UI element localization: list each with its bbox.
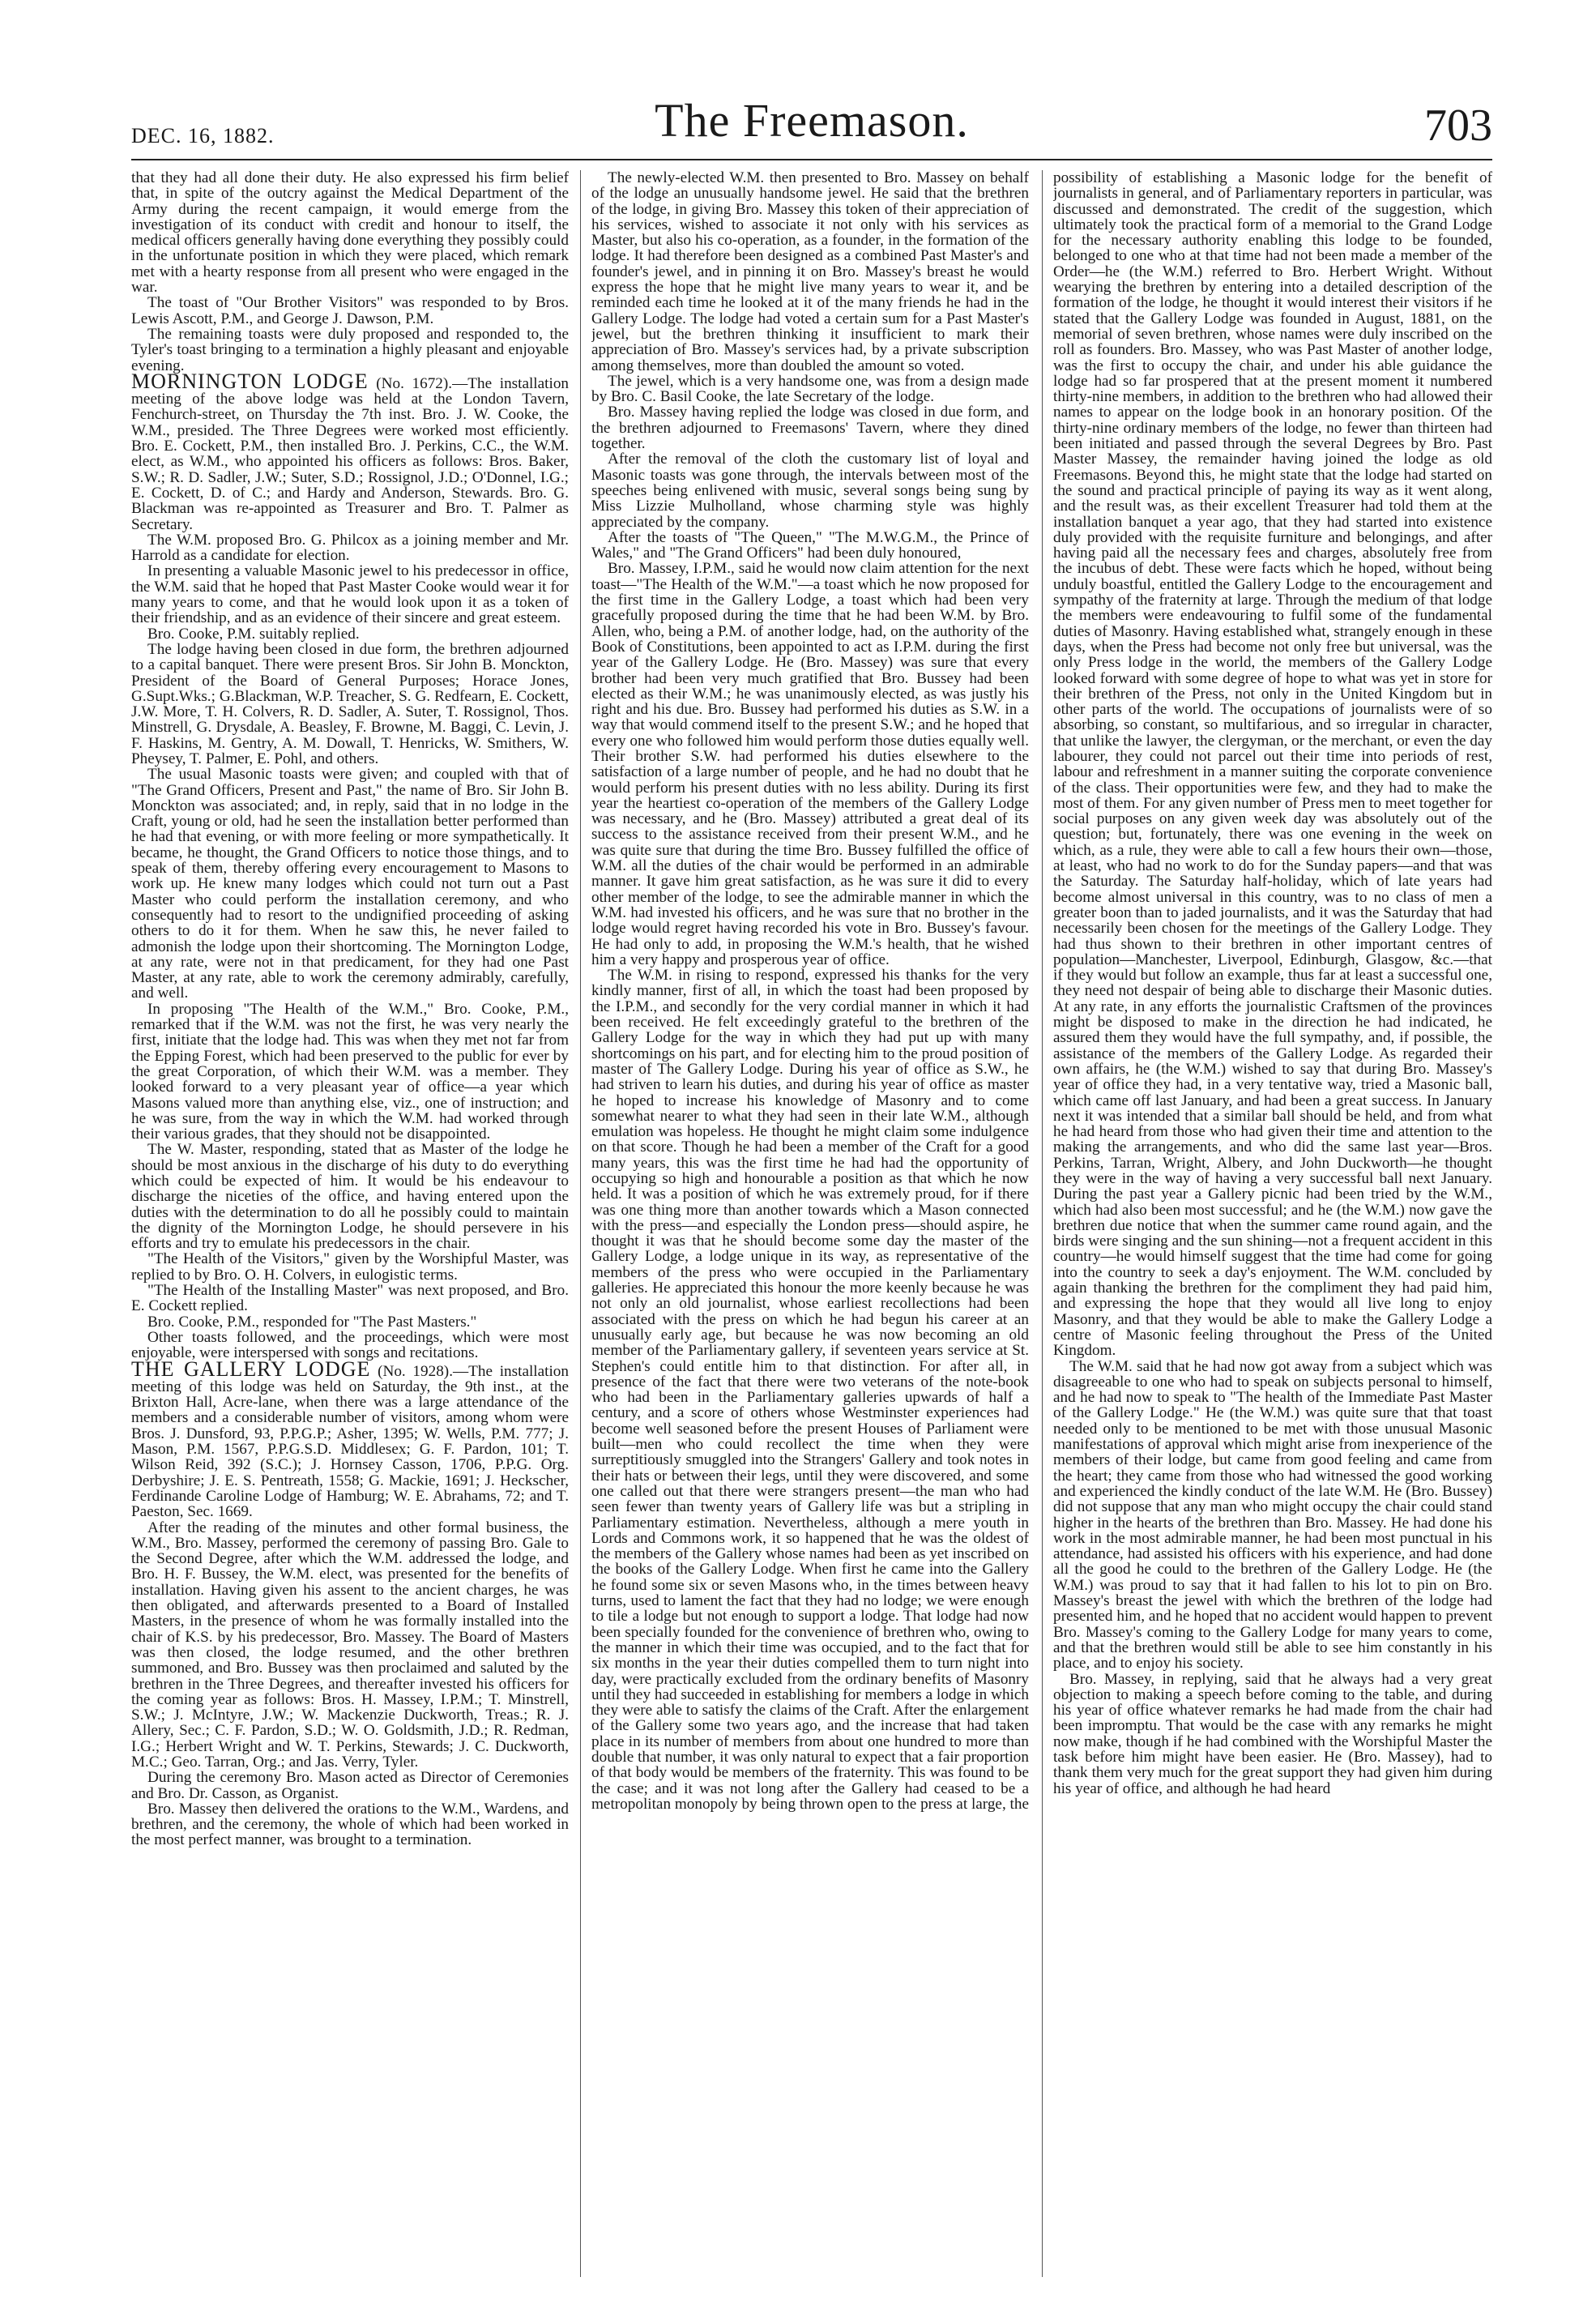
paragraph-text: In proposing "The Health of the W.M.," Bro. Cooke, P.M., remarked that if the W.M. was not the first, he was very nearly the first, initiate that the lodge had. This was when they met not far from the Epping Forest, which had been preserved to the public for ever by the great Corporation, of which their W.M. was a member. They looked forward to a very pleasant year of office—a year which Masons valued more than anything else, viz., one of instruction; and he was sure, from the way in which the W.M. had worked through their various grades, that they should not be disappointed. xyxy=(131,1000,569,1143)
paragraph-text: The lodge having been closed in due form, the brethren adjourned to a capital banquet. There were present Bros. Sir John B. Monckton, President of the Board of General Purposes; Horace Jones, G.Supt.Wks.; G.Blackman, W.P. Treacher, S. G. Redfearn, E. Cockett, J.W. More, T. H. Colvers, R. D. Sadler, A. Suter, T. Rossignol, Thos. Minstrell, G. Drysdale, A. Beasley, F. Browne, M. Baggi, C. Levin, J. F. Haskins, M. Gentry, A. M. Dowall, T. Henricks, W. Smithers, W. Pheysey, T. Palmer, E. Pohl, and others. xyxy=(131,640,569,767)
paragraph-text: Bro. Massey, in replying, said that he always had a very great objection to making a speech before coming to the table, and during his year of office whatever remarks he had made from the chair had been impromptu. That would be the case with any remarks he might now make, though if he had combined with the Worshipful Master the task before him might have been easier. He (Bro. Massey), had to thank them very much for the great support they had given him during his year of office, and although he had heard xyxy=(1053,1670,1492,1797)
paragraph-text: that they had all done their duty. He also expressed his firm belief that, in spite of the outcry against the Medical Department of the Army during the recent campaign, it would emerge from the investigation of its conduct with credit and honour to itself, the medical officers generally having done everything they possibly could in the unfortunate position in which they were placed, which remark met with a hearty response from all present who were engaged in the war. xyxy=(131,170,569,297)
lodge-report-paragraph xyxy=(131,1356,569,1521)
article-paragraph xyxy=(131,1520,569,1771)
paragraph-text: The newly-elected W.M. then presented to Bro. Massey on behalf of the lodge an unusually handsome jewel. He said that the brethren of the lodge, in giving Bro. Massey this token of their appreciation of his services, wished to associate it not only with his services as Master, but also his co-operation, as a founder, in the formation of the lodge. It had therefore been designed as a combined Past Master's and founder's jewel, and in pinning it on Bro. Massey's breast he would express the hope that he might live many years to wear it, and be reminded each time he looked at it of the many friends he had in the Gallery Lodge. The lodge had voted a certain sum for a Past Master's jewel, but the brethren thinking it insufficient to mark their appreciation of Bro. Massey's services had, by a private subscription among themselves, more than doubled the amount so voted. xyxy=(591,170,1029,374)
article-paragraph xyxy=(131,767,569,1001)
article-column-1 xyxy=(131,170,569,2285)
article-paragraph xyxy=(591,451,1029,529)
article-paragraph xyxy=(131,642,569,767)
article-paragraph xyxy=(591,374,1029,405)
paragraph-text: The usual Masonic toasts were given; and coupled with that of "The Grand Officers, Present and Past," the name of Bro. Sir John B. Monckton was associated; and, in reply, said that in no lodge in the Craft, young or old, had he seen the installation better performed than he had that evening, or with more feeling or more sympathetically. It became, he thought, the Grand Officers to notice those things, and to speak of them, thereby offering every encouragement to Masons to work up. He knew many lodges which could not turn out a Past Master who could perform the installation ceremony, and who consequently had to resort to the undignified proceeding of asking others to do it for them. When he saw this, he never failed to admonish the lodge upon their shortcoming. The Mornington Lodge, at any rate, were not in that predicament, for they had one Past Master, at any rate, able to work the ceremony admirably, carefully, and well. xyxy=(131,766,569,1002)
article-paragraph xyxy=(131,626,569,642)
article-paragraph xyxy=(131,295,569,327)
paragraph-text: After the toasts of "The Queen," "The M.W.G.M., the Prince of Wales," and "The Grand Officers" had been duly honoured, xyxy=(591,528,1029,562)
paragraph-text: During the ceremony Bro. Mason acted as Director of Ceremonies and Bro. Dr. Casson, as Organist. xyxy=(131,1769,569,1802)
page-header xyxy=(131,93,1492,158)
paragraph-text: Bro. Massey then delivered the orations to the W.M., Wardens, and brethren, and the ceremony, the whole of which had been worked in the most perfect manner, was brought to a termination. xyxy=(131,1800,569,1849)
lodge-report-paragraph xyxy=(131,369,569,533)
lodge-heading: MORNINGTON LODGE xyxy=(131,369,369,393)
article-paragraph xyxy=(591,561,1029,968)
article-paragraph xyxy=(131,1770,569,1801)
paragraph-text: The W. Master, responding, stated that as Master of the lodge he should be most anxious in the discharge of his duty to do everything which could be expected of him. It would be his endeavour to discharge the niceties of the office, and having entered upon the duties with the determination to do all he possibly could to maintain the dignity of the Mornington Lodge, he should persevere in his efforts and try to emulate his predecessors in the chair. xyxy=(131,1141,569,1253)
paragraph-text: Bro. Cooke, P.M. suitably replied. xyxy=(147,625,360,643)
paragraph-text: The W.M. in rising to respond, expressed his thanks for the very kindly manner, first of all, in which the toast had been proposed by the I.P.M., and secondly for the very cordial manner in which it had been received. He felt exceedingly grateful to the brethren of the Gallery Lodge for the way in which they had put up with many shortcomings on his part, and for electing him to the proud position of master of The Gallery Lodge. During his year of office as S.W., he had striven to learn his duties, and during his year of office as master he hoped to increase his knowledge of Masonry and to come somewhat nearer to what they had seen in their late W.M., although emulation was hopeless. He thought he might claim some indulgence on that score. Though he had been a member of the Craft for a good many years, this was the first time he had had the opportunity of occupying so high and honourable a position as that which he now held. It was a position of which he was extremely proud, for if there was one thing more than another towards which a Mason connected with the press—and especially the London press—should aspire, he thought it was that he should become some day the master of the Gallery Lodge, a lodge unique in its way, as representative of the members of the press who were occupied in the Parliamentary galleries. He appreciated this honour the more keenly because he was not only an old journalist, whose earliest recollections had been associated with the press on which he had begun his career at an unusually early age, but because he was now becoming an old member of the Parliamentary gallery, if seventeen years service at St. Stephen's could entitle him to that distinction. For after all, in presence of the fact that there were two veterans of the note-book who had been in the Parliamentary galleries upwards of half a century, and a score of others whose Westminster experiences had become well seasoned before the present Houses of Parliament were built—men who could recollect the time when they were surreptitiously smuggled into the Strangers' Gallery and took notes in their hats or between their legs, until they were discovered, and some one called out that there were strangers present—the man who had seen fewer than twenty years of Gallery life was but a stripling in Parliamentary estimation. Nevertheless, although a mere youth in Lords and Commons work, it so happened that he was the oldest of the members of the Gallery whose names had been as yet inscribed on the books of the Gallery Lodge. When first he came into the Gallery he found some six or seven Masons who, in the times between heavy turns, used to lament the fact that they had no lodge; we were enough to tile a lodge but not enough to support a lodge. That lodge had now been specially founded for the convenience of brethren who, owing to the manner in which their time was occupied, and to the fact that for six months in the year their duties compelled them to turn night into day, were practically excluded from the ordinary benefits of Masonry until they had succeeded in establishing for members a lodge in which they were able to satisfy the claims of the Craft. After the enlargement of the Gallery some two years ago, and the increase that had taken place in its number of members from about one hundred to more than double that number, it was only natural to expect that a fair proportion of that body would be members of the fraternity. This was found to be the case; and it was not long after the Gallery had ceased to be a metropolitan monopoly by being thrown open to the press at large, the xyxy=(591,967,1029,1813)
masthead-title: The Freemason. xyxy=(655,94,969,147)
article-paragraph xyxy=(591,404,1029,451)
paragraph-text: After the removal of the cloth the customary list of loyal and Masonic toasts was gone through, the intervals between most of the speeches being enlivened with music, several songs being sung by Miss Lizzie Mulholland, whose charming style was highly appreciated by the company. xyxy=(591,451,1029,531)
lodge-heading: THE GALLERY LODGE xyxy=(131,1356,371,1381)
paragraph-text: (No. 1928).—The installation meeting of this lodge was held on Saturday, the 9th inst., at the Brixton Hall, Acre-lane, when there was a large attendance of the members and a considerable number of visitors, among whom were Bros. J. Dunsford, 93, P.P.G.P.; Asher, 1395; W. Wells, P.M. 777; J. Mason, P.M. 1567, P.P.G.S.D. Middlesex; G. F. Pardon, 101; T. Wilson Reid, 392 (S.C.); J. Hornsey Casson, 1706, P.P.G. Org. Derbyshire; J. E. S. Pentreath, 1558; G. Mackie, 1691; J. Heckscher, Ferdinande Caroline Lodge of Hamburg; W. E. Abrahams, 72; and T. Paeston, Sec. 1669. xyxy=(131,1362,569,1521)
header-rule xyxy=(131,159,1492,160)
article-paragraph xyxy=(591,530,1029,562)
article-paragraph xyxy=(131,1314,569,1330)
article-column-3 xyxy=(1053,170,1492,2285)
paragraph-text: Bro. Massey, I.P.M., said he would now claim attention for the next toast—"The Health of the W.M."—a toast which he now proposed for the first time in the Gallery Lodge, a toast which had been very gracefully proposed during the time that he had been W.M. by Bro. Allen, who, being a P.M. of another lodge, had, on the authority of the Book of Constitutions, been appointed to act as I.P.M. during the first year of the Gallery Lodge. He (Bro. Massey) was sure that every brother had been very much gratified that Bro. Bussey had been elected as their W.M.; he was unanimously elected, as was justly his right and his due. Bro. Bussey had performed his duties as S.W. in a way that would commend itself to the present S.W.; and he hoped that every one who followed him would perform those duties equally well. Their brother S.W. had performed his duties elsewhere to the satisfaction of a large number of people, and he had no doubt that he would perform his present duties with no less ability. During its first year the heartiest co-operation of the members of the Gallery Lodge was necessary, and he (Bro. Massey) attributed a great deal of its success to the assistance received from their present W.M., and he was quite sure that during the time Bro. Bussey fulfilled the office of W.M. all the duties of the chair would be performed in an admirable manner. It gave him great satisfaction, as he was sure it did to every other member of the lodge, to see the admirable manner in which the W.M. had invested his officers, and he was sure that no brother in the lodge would regret having recorded his vote in Bro. Bussey's favour. He had only to add, in proposing the W.M.'s health, that he wished him a very happy and prosperous year of office. xyxy=(591,560,1029,968)
column-divider xyxy=(580,170,581,2277)
paragraph-text: The W.M. proposed Bro. G. Philcox as a joining member and Mr. Harrold as a candidate for election. xyxy=(131,531,569,565)
paragraph-text: "The Health of the Visitors," given by the Worshipful Master, was replied to by Bro. O. H. Colvers, in eulogistic terms. xyxy=(131,1250,569,1284)
paragraph-text: possibility of establishing a Masonic lodge for the benefit of journalists in general, and of Parliamentary reporters in particular, was discussed and demonstrated. The credit of the suggestion, which ultimately took the practical form of a memorial to the Grand Lodge for the necessary authority enabling this lodge to be founded, belonged to one who at that time had not been made a member of the Order—he (the W.M.) referred to Bro. Herbert Wright. Without wearying the brethren by entering into a detailed description of the formation of the lodge, he thought it would interest their visitors if he stated that the Gallery Lodge was founded in August, 1881, on the memorial of seven brethren, whose names were duly inscribed on the roll as founders. Bro. Massey, who was Past Master of another lodge, was the first to occupy the chair, and under his able guidance the lodge had so far prospered that at the present moment it numbered thirty-nine members, in addition to the brethren who had allowed their names to appear on the lodge book in an honorary position. Of the thirty-nine ordinary members of the lodge, no fewer than thirteen had been initiated and passed through the several Degrees by Bro. Past Master Massey, the remainder having joined the lodge as old Freemasons. Beyond this, he might state that the lodge had started on the sound and practical principle of paying its way as it went along, and the result was, as their excellent Treasurer had told them at the installation banquet a year ago, that they had started into existence duly provided with the requisite furniture and belongings, and after having paid all the necessary fees and charges, absolutely free from the incubus of debt. These were facts which he hoped, without being unduly boastful, entitled the Gallery Lodge to the encouragement and sympathy of the fraternity at large. Through the medium of that lodge the members were endeavouring to fulfil some of the fundamental duties of Masonry. Having established what, strangely enough in these days, when the Press had become not only free but universal, was the only Press lodge in the world, the members of the Gallery Lodge looked forward with some degree of hope to what was yet in store for their brethren of the Press, not only in the United Kingdom but in other parts of the world. The occupations of journalists were of so absorbing, so constant, so multifarious, and so irregular in character, that unlike the lawyer, the clergyman, or the merchant, or even the day labourer, they could not parcel out their time into periods of rest, labour and refreshment in a manner suiting the corporate convenience of the class. Their opportunities were few, and they had to make the most of them. For any given number of Press men to meet together for social purposes on any given week day was absolutely out of the question; but, fortunately, there was one evening in the week on which, as a rule, they were able to call a few hours their own—those, at least, who had no work to do for the Sunday papers—and that was the Saturday. The Saturday half-holiday, which of late years had become almost universal in this country, was to no class of men a greater boon than to jaded journalists, and it was the Saturday that had necessarily been chosen for the meetings of the Gallery Lodge. They had thus shown to their brethren in other important centres of population—Manchester, Liverpool, Edinburgh, Glasgow, &c.—that if they would but follow an example, thus far at least a successful one, they need not despair of being able to discharge their Masonic duties. At any rate, in any efforts the journalistic Craftsmen of the provinces might be disposed to make in the direction he had indicated, he assured them they would have the full sympathy, and, if possible, the assistance of the members of the Gallery Lodge. As regarded their own affairs, he (the W.M.) wished to say that during Bro. Massey's year of office they had, in a very tentative way, tried a Masonic ball, which came off last January, and had been a great success. In January next it was intended that a similar ball should be held, and from what he had heard from those who had given their time and attention to the making the arrangements, and who did the same last year—Bros. Perkins, Tarran, Wright, Albery, and John Duckworth—he thought they were in the way of having a very successful ball next January. During the past year a Gallery picnic had been tried by the W.M., which had also been most successful; and he (the W.M.) now gave the brethren due notice that when the summer came round again, and the birds were singing and the sun shining—not a frequent accident in this country—he would himself suggest that the time had come for going into the country to seek a day's enjoyment. The W.M. concluded by again thanking the brethren for the compliment they had paid him, and expressing the hope that they would all live long to enjoy Masonry, and that they would be able to make the Gallery Lodge a centre of Masonic feeling throughout the Press of the United Kingdom. xyxy=(1053,170,1492,1360)
paragraph-text: The W.M. said that he had now got away from a subject which was disagreeable to one who had to speak on subjects personal to himself, and he had now to speak to "The health of the Immediate Past Master of the Gallery Lodge." He (the W.M.) was quite sure that that toast needed only to be mentioned to be met with those unusual Masonic manifestations of approval which might arise from inexperience of the members of their lodge, but came from good feeling and came from the heart; they came from those who had witnessed the good working and experienced the kindly conduct of the late W.M. He (Bro. Bussey) did not suppose that any man who might occupy the chair could stand higher in the hearts of the brethren than Bro. Massey. He had done his work in the most admirable manner, he had been most punctual in his attendance, had assisted his officers with his experience, and had done all the good he could to the brethren of the Gallery Lodge. He (the W.M.) was proud to say that it had fallen to his lot to pin on Bro. Massey's breast the jewel with which the brethren of the lodge had presented him, and he hoped that no accident would happen to prevent Bro. Massey's coming to the Gallery Lodge for many years to come, and that the brethren would still be able to see him constantly in his place, and to enjoy his society. xyxy=(1053,1357,1492,1673)
article-paragraph xyxy=(1053,170,1492,1359)
article-paragraph xyxy=(131,1251,569,1283)
article-paragraph xyxy=(1053,1359,1492,1672)
issue-date: DEC. 16, 1882. xyxy=(131,124,275,147)
article-paragraph xyxy=(131,170,569,295)
paragraph-text: Other toasts followed, and the proceedings, which were most enjoyable, were interspersed with songs and recitations. xyxy=(131,1328,569,1362)
article-paragraph xyxy=(1053,1672,1492,1796)
paragraph-text: After the reading of the minutes and other formal business, the W.M., Bro. Massey, performed the ceremony of passing Bro. Gale to the Second Degree, after which the W.M. addressed the lodge, and Bro. H. F. Bussey, the W.M. elect, was presented for the benefits of installation. Having given his assent to the ancient charges, he was then obligated, and afterwards presented to a Board of Installed Masters, in the presence of whom he was formally installed into the chair of K.S. by his predecessor, Bro. Massey. The Board of Masters was then closed, the lodge resumed, and the other brethren summoned, and Bro. Bussey was then proclaimed and saluted by the brethren in the Three Degrees, and thereafter invested his officers for the coming year as follows: Bros. H. Massey, I.P.M.; T. Minstrell, S.W.; J. McIntyre, J.W.; W. Mackenzie Duckworth, Treas.; R. J. Allery, Sec.; C. F. Pardon, S.D.; W. O. Goldsmith, J.D.; R. Redman, I.G.; Herbert Wright and W. T. Perkins, Stewards; J. C. Duckworth, M.C.; Geo. Tarran, Org.; and Jas. Verry, Tyler. xyxy=(131,1519,569,1771)
article-paragraph xyxy=(591,968,1029,1812)
paragraph-text: In presenting a valuable Masonic jewel to his predecessor in office, the W.M. said that he hoped that Past Master Cooke would wear it for many years to come, and that he would look upon it as a token of their friendship, and as an evidence of their sincere and great esteem. xyxy=(131,562,569,627)
column-divider xyxy=(1042,170,1043,2277)
paragraph-text: "The Health of the Installing Master" was next proposed, and Bro. E. Cockett replied. xyxy=(131,1282,569,1315)
paragraph-text: The toast of "Our Brother Visitors" was responded to by Bros. Lewis Ascott, P.M., and George J. Dawson, P.M. xyxy=(131,294,569,327)
paragraph-text: The remaining toasts were duly proposed and responded to, the Tyler's toast bringing to a termination a highly pleasant and enjoyable evening. xyxy=(131,325,569,374)
paragraph-text: The jewel, which is a very handsome one, was from a design made by Bro. C. Basil Cooke, the late Secretary of the lodge. xyxy=(591,372,1029,406)
paragraph-text: Bro. Cooke, P.M., responded for "The Past Masters." xyxy=(147,1313,477,1331)
paragraph-text: Bro. Massey having replied the lodge was closed in due form, and the brethren adjourned to Freemasons' Tavern, where they dined together. xyxy=(591,404,1029,453)
article-paragraph xyxy=(131,1801,569,1848)
page-number: 703 xyxy=(1424,100,1492,151)
article-paragraph xyxy=(131,532,569,564)
article-column-2 xyxy=(591,170,1029,2285)
article-paragraph xyxy=(131,1142,569,1251)
article-paragraph xyxy=(131,327,569,374)
paragraph-text: (No. 1672).—The installation meeting of the above lodge was held at the London Tavern, Fenchurch-street, on Thursday the 7th inst. Bro. J. W. Cooke, the W.M., presided. The Three Degrees were worked most efficiently. Bro. E. Cockett, P.M., then installed Bro. J. Perkins, C.C., the W.M. elect, as W.M., who appointed his officers as follows: Bros. Baker, S.W.; R. D. Sadler, J.W.; Suter, S.D.; Rossignol, J.D.; O'Donnel, I.G.; E. Cockett, D. of C.; and Hardy and Anderson, Stewards. Bro. G. Blackman was re-appointed as Treasurer and Bro. T. Palmer as Secretary. xyxy=(131,374,569,533)
article-paragraph xyxy=(131,563,569,626)
article-paragraph xyxy=(131,1002,569,1143)
article-paragraph xyxy=(591,170,1029,374)
article-paragraph xyxy=(131,1283,569,1314)
